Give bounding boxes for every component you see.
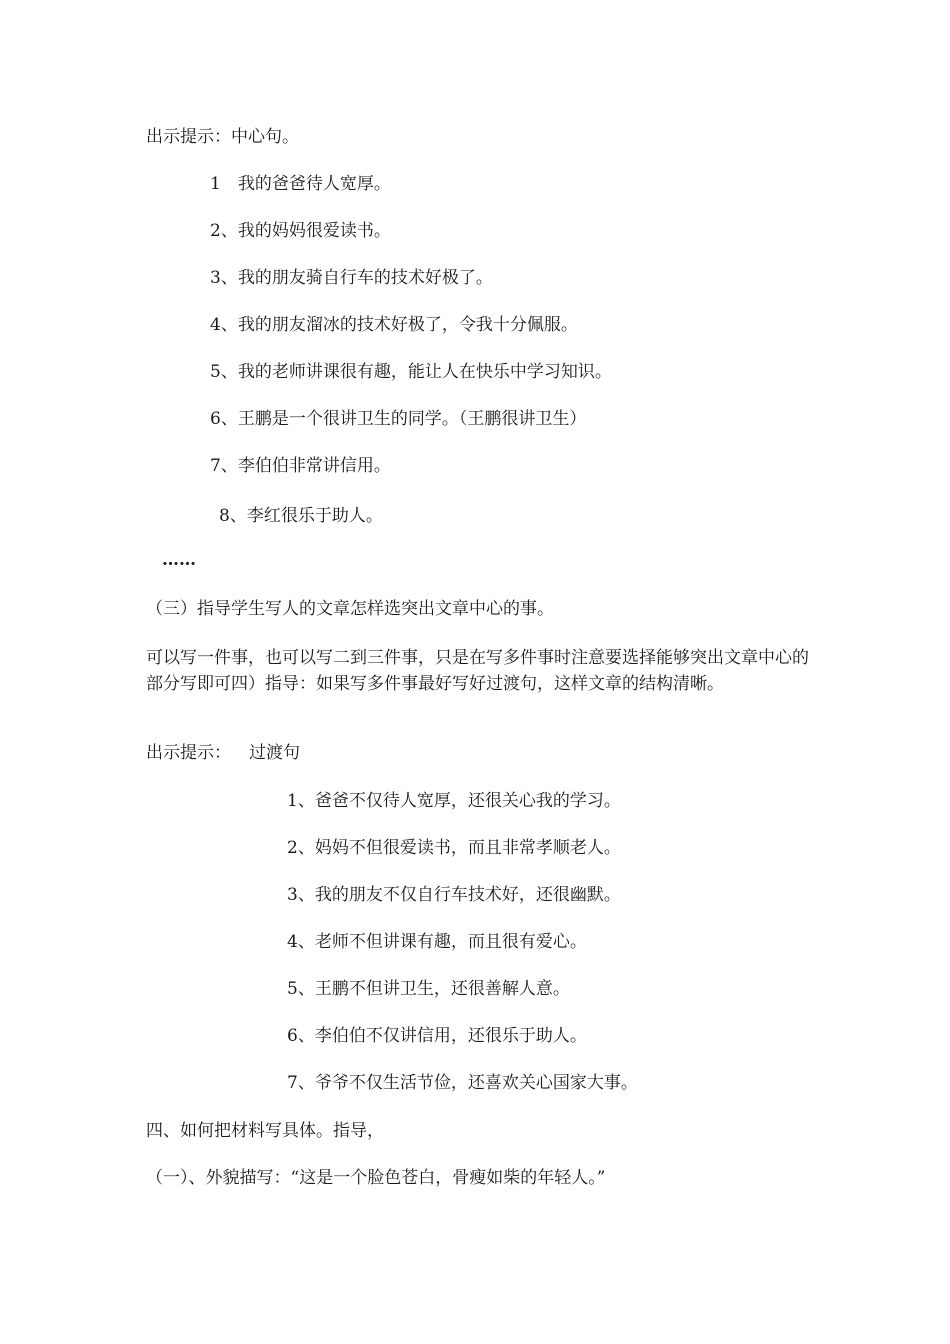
- transition-item: 3、我的朋友不仅自行车技术好，还很幽默。: [287, 885, 621, 905]
- transition-prompt: [146, 741, 300, 765]
- center-sentence-prompt: 出示提示：中心句。: [146, 127, 299, 147]
- center-sentence-item: 5、我的老师讲课很有趣，能让人在快乐中学习知识。: [210, 362, 612, 382]
- transition-item: 7、爷爷不仅生活节俭，还喜欢关心国家大事。: [287, 1073, 638, 1093]
- transition-item: 2、妈妈不但很爱读书，而且非常孝顺老人。: [287, 838, 621, 858]
- transition-prompt-value: 过渡句: [249, 743, 300, 763]
- center-sentence-item: 7、李伯伯非常讲信用。: [210, 456, 391, 476]
- section-four-heading: 四、如何把材料写具体。指导，: [146, 1121, 384, 1141]
- appearance-description-item: （一）、外貌描写：“这是一个脸色苍白，骨瘦如柴的年轻人。”: [146, 1168, 606, 1188]
- transition-item: 1、爸爸不仅待人宽厚，还很关心我的学习。: [287, 791, 621, 811]
- section-three-paragraph: 可以写一件事，也可以写二到三件事，只是在写多件事时注意要选择能够突出文章中心的部分写即可四）指导：如果写多件事最好写好过渡句，这样文章的结构清晰。: [146, 648, 809, 694]
- ellipsis: ……: [162, 550, 196, 570]
- transition-item: 5、王鹏不但讲卫生，还很善解人意。: [287, 979, 570, 999]
- transition-item: 4、老师不但讲课有趣，而且很有爱心。: [287, 932, 587, 952]
- center-sentence-item: 8、李红很乐于助人。: [219, 506, 383, 526]
- center-sentence-item: 6、王鹏是一个很讲卫生的同学。（王鹏很讲卫生）: [210, 409, 587, 429]
- center-sentence-item: 1 我的爸爸待人宽厚。: [210, 174, 391, 194]
- section-three-heading: （三）指导学生写人的文章怎样选突出文章中心的事。: [146, 599, 554, 619]
- transition-item: 6、李伯伯不仅讲信用，还很乐于助人。: [287, 1026, 587, 1046]
- center-sentence-item: 4、我的朋友溜冰的技术好极了，令我十分佩服。: [210, 315, 578, 335]
- transition-prompt-label: 出示提示：: [146, 743, 231, 763]
- center-sentence-item: 3、我的朋友骑自行车的技术好极了。: [210, 268, 493, 288]
- center-sentence-item: 2、我的妈妈很爱读书。: [210, 221, 391, 241]
